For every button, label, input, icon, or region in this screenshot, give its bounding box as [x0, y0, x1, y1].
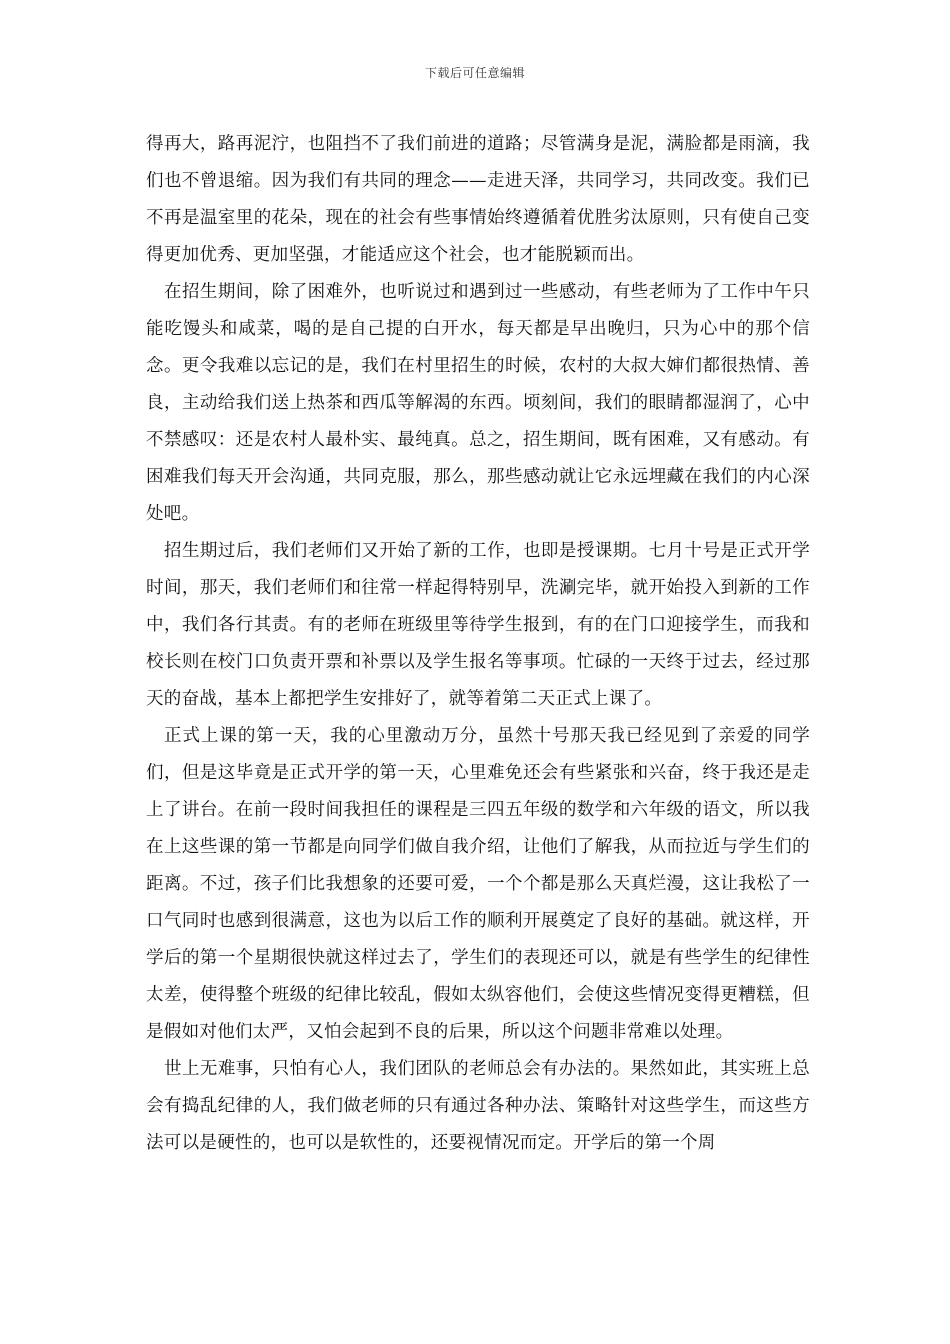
paragraph-first-class-day: 正式上课的第一天，我的心里激动万分，虽然十号那天我已经见到了亲爱的同学们，但是这毕竟是正式开学的第一天，心里难免还会有些紧张和兴奋，终于我还是走上了讲台。在前一段时间我担任的课程是三四五年级的数学和六年级的语文，所以我在上这些课的第一节都是向同学们做自我介绍，让他们了解我，从而拉近与学生们的距离。不过，孩子们比我想象的还要可爱，一个个都是那么天真烂漫，这让我松了一口气同时也感到很满意，这也为以后工作的顺利开展奠定了良好的基础。就这样，开学后的第一个星期很快就这样过去了，学生们的表现还可以，就是有些学生的纪律性太差，使得整个班级的纪律比较乱，假如太纵容他们，会使这些情况变得更糟糕，但是假如对他们太严，又怕会起到不良的后果，所以这个问题非常难以处理。 — [146, 726, 810, 1042]
document-body — [146, 126, 810, 1162]
paragraph-discipline-methods: 世上无难事，只怕有心人，我们团队的老师总会有办法的。果然如此，其实班上总会有捣乱纪律的人，我们做老师的只有通过各种办法、策略针对这些学生，而这些方法可以是硬性的，也可以是软性的，还要视情况而定。开学后的第一个周 — [146, 1059, 810, 1153]
paragraph-recruitment-feelings: 在招生期间，除了困难外，也听说过和遇到过一些感动，有些老师为了工作中午只能吃馒头和咸菜，喝的是自己提的白开水，每天都是早出晚归，只为心中的那个信念。更令我难以忘记的是，我们在村里招生的时候，农村的大叔大婶们都很热情、善良，主动给我们送上热茶和西瓜等解渴的东西。顷刻间，我们的眼睛都湿润了，心中不禁感叹：还是农村人最朴实、最纯真。总之，招生期间，既有困难，又有感动。有困难我们每天开会沟通，共同克服，那么，那些感动就让它永远埋藏在我们的内心深处吧。 — [146, 282, 810, 524]
paragraph-school-opening: 招生期过后，我们老师们又开始了新的工作，也即是授课期。七月十号是正式开学时间，那天，我们老师们和往常一样起得特别早，洗涮完毕，就开始投入到新的工作中，我们各行其责。有的老师在班级里等待学生报到，有的在门口迎接学生，而我和校长则在校门口负责开票和补票以及学生报名等事项。忙碌的一天终于过去，经过那天的奋战，基本上都把学生安排好了，就等着第二天正式上课了。 — [146, 541, 810, 709]
page-header: 下载后可任意编辑 — [424, 66, 525, 80]
paragraph-continuation: 得再大，路再泥泞，也阻挡不了我们前进的道路；尽管满身是泥，满脸都是雨滴，我们也不曾退缩。因为我们有共同的理念——走进天泽，共同学习，共同改变。我们已不再是温室里的花朵，现在的社会有些事情始终遵循着优胜劣汰原则，只有使自己变得更加优秀、更加坚强，才能适应这个社会，也才能脱颖而出。 — [146, 134, 810, 265]
